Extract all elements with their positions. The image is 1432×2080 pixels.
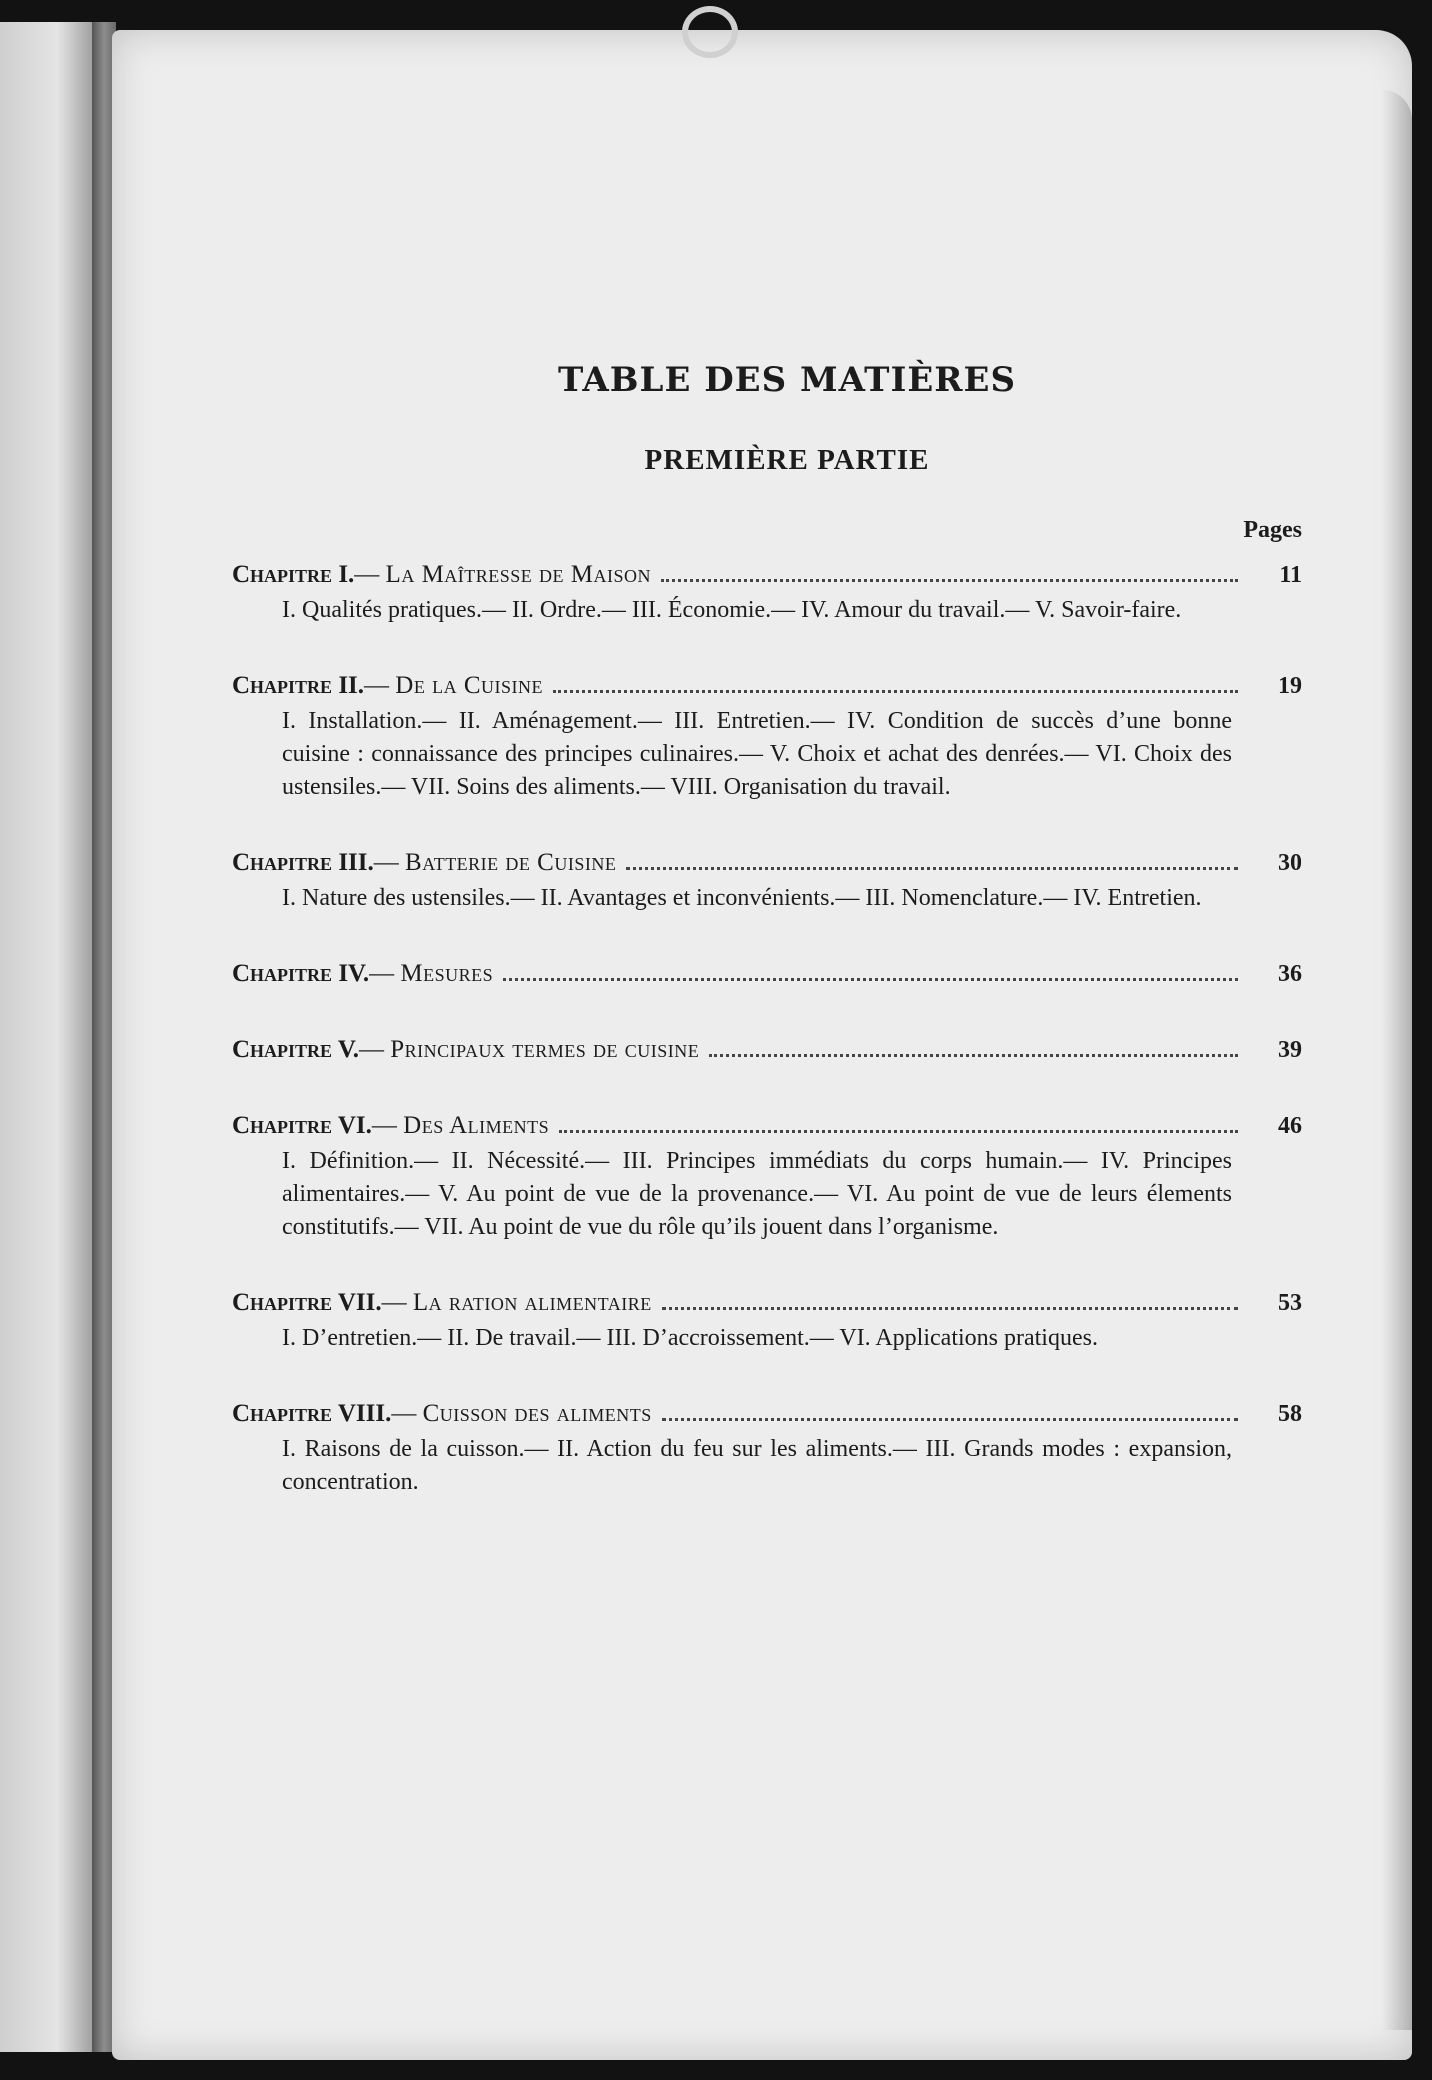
chapter-sections: I. Installation.— II. Aménagement.— III. Entretien.— IV. Condition de succès d’une bonne cuisine : connaissance des principes culinaires.— V. Choix et achat des denrées.— VI. Choix des ustensiles.— VII. Soins des aliments.— VIII. Organisation du travail. xyxy=(282,708,1232,800)
chapter-sections: I. Qualités pratiques.— II. Ordre.— III. Économie.— IV. Amour du travail.— V. Savoir-faire. xyxy=(282,597,1182,623)
chapter-number: Chapitre I. xyxy=(232,561,355,588)
pages-column-header: Pages xyxy=(1243,517,1302,543)
chapter-number: Chapitre II. xyxy=(232,672,365,699)
chapter-title: La Maîtresse de Maison xyxy=(385,561,652,588)
chapter-sections: I. Nature des ustensiles.— II. Avantages et inconvénients.— III. Nomenclature.— IV. Entretien. xyxy=(282,885,1202,911)
chapter-title: Des Aliments xyxy=(403,1112,550,1139)
page-number: 19 xyxy=(1278,673,1302,699)
dot-leader xyxy=(553,690,1238,693)
dot-leader xyxy=(626,867,1238,870)
chapter-title: Cuisson des aliments xyxy=(422,1400,652,1427)
chapter-title: De la Cuisine xyxy=(395,672,543,699)
page-number: 30 xyxy=(1278,850,1302,876)
dot-leader xyxy=(661,579,1238,582)
toc-entry-chapter-8[interactable] xyxy=(232,1397,1302,1499)
chapter-heading-line: Chapitre I. — La Maîtresse de Maison 11 xyxy=(232,558,1302,592)
chapter-number: Chapitre III. xyxy=(232,849,374,876)
toc-entry-chapter-1[interactable] xyxy=(232,558,1302,627)
chapter-title: Principaux termes de cuisine xyxy=(390,1036,700,1063)
dot-leader xyxy=(662,1418,1238,1421)
chapter-number: Chapitre VI. xyxy=(232,1112,372,1139)
facing-page-edge xyxy=(0,22,96,2052)
chapter-title: Batterie de Cuisine xyxy=(405,849,617,876)
chapter-title: Mesures xyxy=(400,960,494,987)
chapter-number: Chapitre VIII. xyxy=(232,1400,392,1427)
page-number: 53 xyxy=(1278,1290,1302,1316)
chapter-heading-line: Chapitre V. — Principaux termes de cuisine 39 xyxy=(232,1033,1302,1067)
chapter-sections: I. Définition.— II. Nécessité.— III. Principes immédiats du corps humain.— IV. Principes alimentaires.— V. Au point de vue de la provenance.— VI. Au point de vue de leurs élements constitutifs.— VII. Au point de vue du rôle qu’ils jouent dans l’organisme. xyxy=(282,1148,1232,1240)
dot-leader xyxy=(503,978,1238,981)
chapter-title: La ration alimentaire xyxy=(412,1289,652,1316)
chapter-heading-line: Chapitre III. — Batterie de Cuisine 30 xyxy=(232,846,1302,880)
dot-leader xyxy=(662,1307,1238,1310)
toc-entry-chapter-6[interactable] xyxy=(232,1109,1302,1244)
chapter-number: Chapitre V. xyxy=(232,1036,359,1063)
chapter-heading-line: Chapitre II. — De la Cuisine 19 xyxy=(232,669,1302,703)
toc-entry-chapter-3[interactable] xyxy=(232,846,1302,915)
chapter-number: Chapitre VII. xyxy=(232,1289,382,1316)
page-number: 46 xyxy=(1278,1113,1302,1139)
table-of-contents xyxy=(232,360,1302,1499)
toc-entry-chapter-4[interactable] xyxy=(232,957,1302,991)
toc-entry-chapter-2[interactable] xyxy=(232,669,1302,804)
toc-entry-chapter-5[interactable] xyxy=(232,1033,1302,1067)
chapter-sections: I. Raisons de la cuisson.— II. Action du feu sur les aliments.— III. Grands modes : expansion, concentration. xyxy=(282,1436,1232,1495)
dot-leader xyxy=(709,1054,1238,1057)
page-number: 58 xyxy=(1278,1401,1302,1427)
page-number: 39 xyxy=(1278,1037,1302,1063)
toc-entry-chapter-7[interactable] xyxy=(232,1286,1302,1355)
page-shadow xyxy=(1382,90,1412,2030)
book-page xyxy=(112,30,1412,2060)
chapter-heading-line: Chapitre VIII. — Cuisson des aliments 58 xyxy=(232,1397,1302,1431)
binding-ring xyxy=(682,6,738,58)
chapter-heading-line: Chapitre VII. — La ration alimentaire 53 xyxy=(232,1286,1302,1320)
toc-title: TABLE DES MATIÈRES xyxy=(557,360,1016,400)
chapter-heading-line: Chapitre IV. — Mesures 36 xyxy=(232,957,1302,991)
part-title: PREMIÈRE PARTIE xyxy=(644,444,930,476)
dot-leader xyxy=(559,1130,1238,1133)
chapter-heading-line: Chapitre VI. — Des Aliments 46 xyxy=(232,1109,1302,1143)
page-number: 36 xyxy=(1278,961,1302,987)
page-number: 11 xyxy=(1279,562,1302,588)
chapter-sections: I. D’entretien.— II. De travail.— III. D’accroissement.— VI. Applications pratiques. xyxy=(282,1325,1098,1351)
chapter-number: Chapitre IV. xyxy=(232,960,370,987)
